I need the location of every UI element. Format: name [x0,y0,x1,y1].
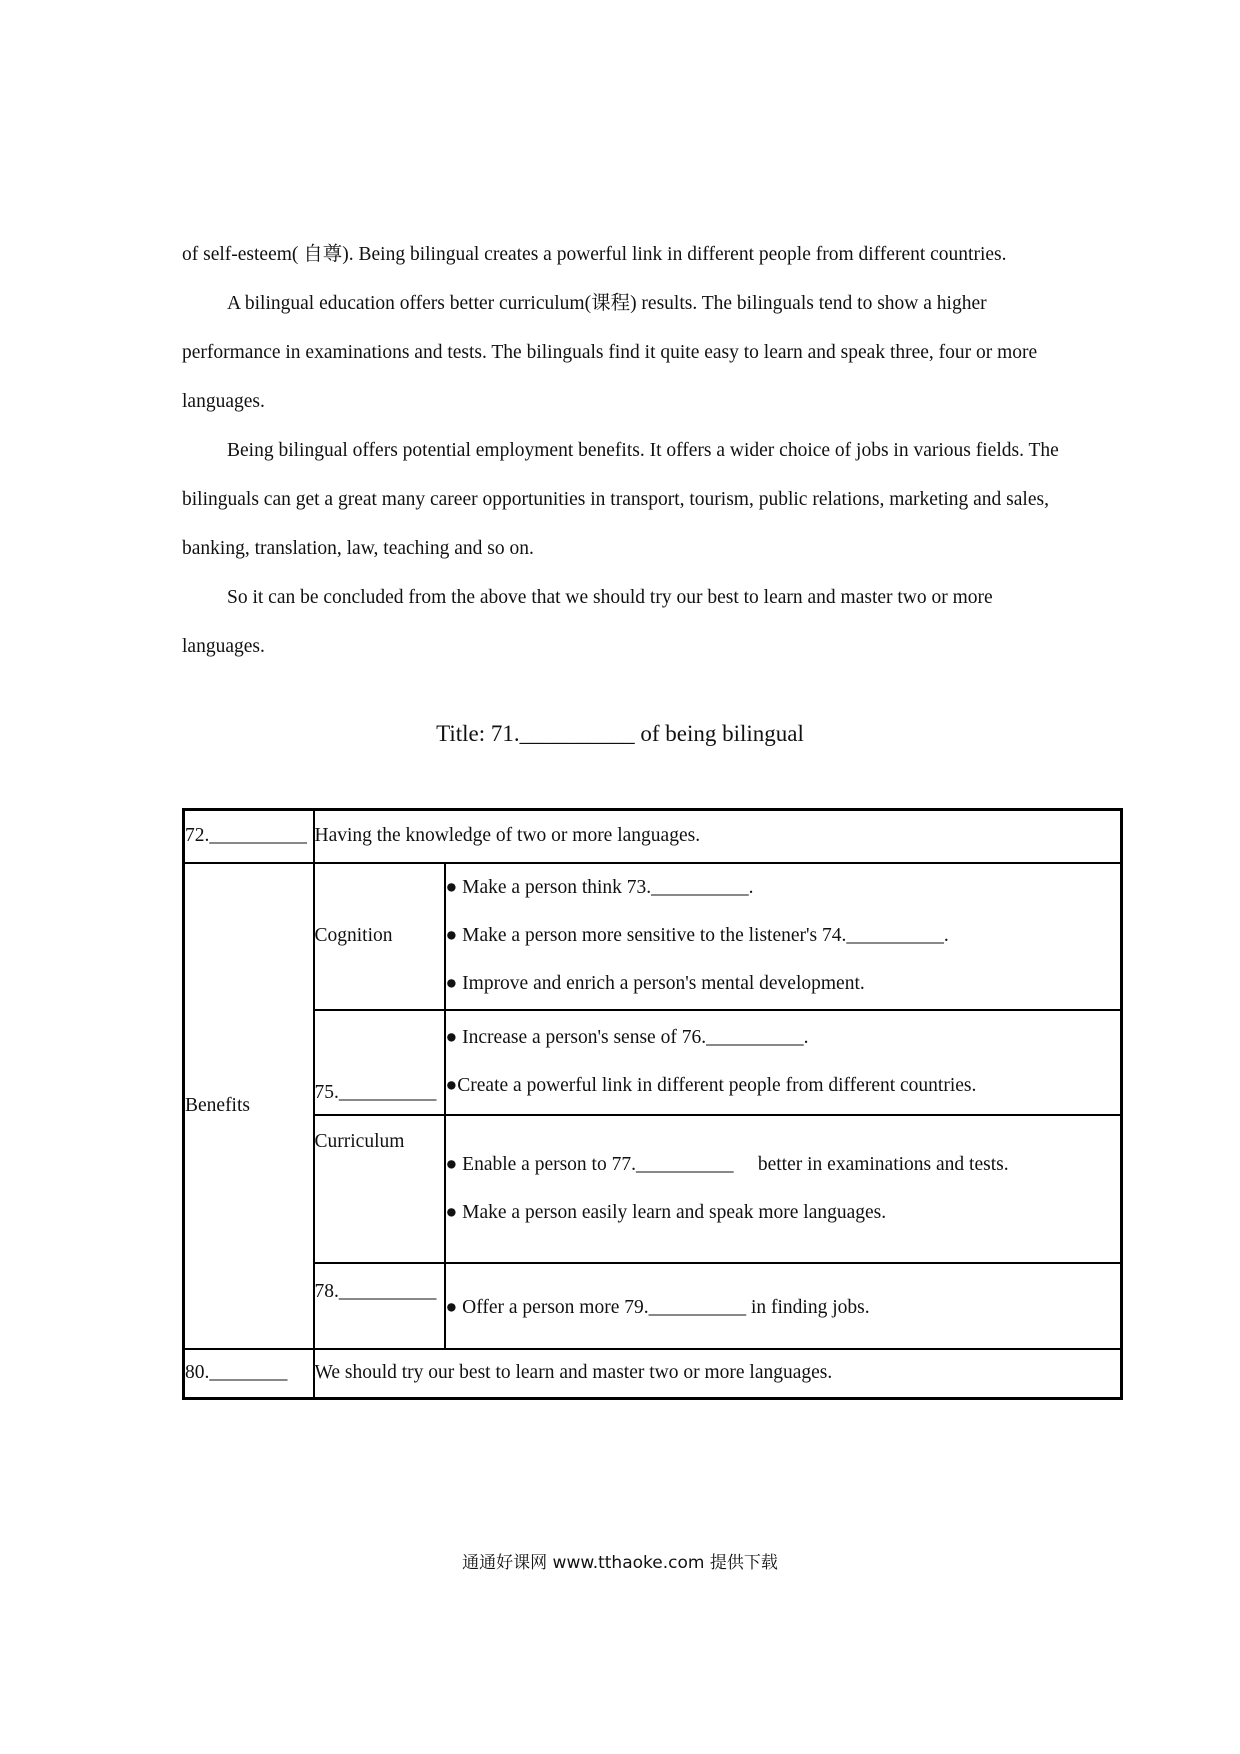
list-item: ● Improve and enrich a person's mental development. [445,973,865,994]
table-row [184,1010,1122,1115]
benefits-label: Benefits [184,863,314,1349]
passage-paragraph: So it can be concluded from the above that we should try our best to learn and master two or more languages. [182,587,993,657]
page-footer: 通通好课网 www.tthaoke.com 提供下载 [462,1553,778,1573]
list-item: ● Make a person easily learn and speak more languages. [445,1201,887,1223]
summary-table [182,808,1123,1400]
table-row [184,1263,1122,1349]
summary-title: Title: 71.__________ of being bilingual [436,721,804,746]
row78-points [445,1263,1122,1349]
blank-72-cell: 72.__________ [184,810,314,863]
passage [182,230,1062,671]
passage-paragraph: of self-esteem( 自尊). Being bilingual creates a powerful link in different people from different countries. [182,244,1007,265]
list-item: ●Create a powerful link in different people from different countries. [445,1075,977,1096]
blank-78-text: 78.__________ [314,1280,437,1302]
passage-paragraph: A bilingual education offers better curriculum(课程) results. The bilinguals tend to show a higher performance in examinations and tests. The bilinguals find it quite easy to learn and speak three, four or more languages. [182,293,1038,412]
blank-78-cell [314,1263,445,1349]
definition-cell: Having the knowledge of two or more languages. [314,810,1122,863]
cognition-points [445,863,1122,1010]
passage-paragraph: Being bilingual offers potential employment benefits. It offers a wider choice of jobs in various fields. The bilinguals can get a great many career opportunities in transport, tourism, public relations, marketing and sales, banking, translation, law, teaching and so on. [182,440,1059,559]
table-row [184,810,1122,863]
curriculum-label-text: Curriculum [314,1130,405,1152]
curriculum-label [314,1115,445,1263]
blank-75-cell: 75.__________ [314,1010,445,1115]
conclusion-cell: We should try our best to learn and master two or more languages. [314,1349,1122,1399]
cognition-label: Cognition [314,863,445,1010]
list-item: ● Make a person think 73.__________. [445,877,754,898]
list-item: ● Make a person more sensitive to the listener's 74.__________. [445,925,949,946]
table-row [184,1115,1122,1263]
row75-points [445,1010,1122,1115]
list-item: ● Enable a person to 77.__________ better in examinations and tests. [445,1153,1009,1175]
curriculum-points [445,1115,1122,1263]
table-row [184,1349,1122,1399]
table-row [184,863,1122,1010]
blank-80-cell: 80.________ [184,1349,314,1399]
list-item: ● Increase a person's sense of 76.__________. [445,1027,809,1048]
list-item: ● Offer a person more 79.__________ in finding jobs. [445,1296,870,1318]
